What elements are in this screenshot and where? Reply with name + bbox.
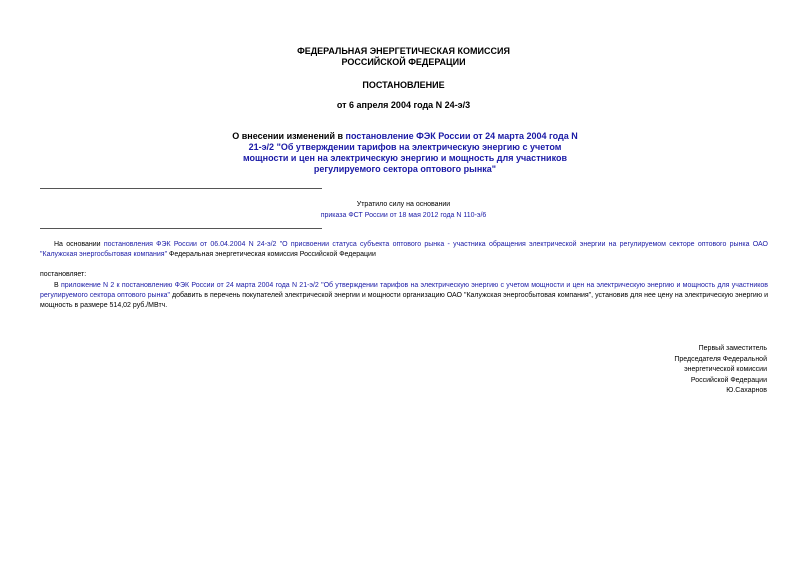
resolves-label: постановляет: xyxy=(40,271,87,278)
basis-link[interactable]: постановления ФЭК России от 06.04.2004 N 24-э/2 "О присвоении статуса субъекта оптового рынка - участника обращения электрической энергии на регулируемом секторе оптового рынка ОАО "Калужская энергосбытовая компания" xyxy=(40,241,768,258)
basis-suffix: Федеральная энергетическая комиссия Российской Федерации xyxy=(167,251,376,258)
org-title-line2: РОССИЙСКОЙ ФЕДЕРАЦИИ xyxy=(341,57,466,67)
status-link[interactable]: приказа ФСТ России от 18 мая 2012 года N 110-э/6 xyxy=(320,212,487,219)
paragraph-decision xyxy=(40,281,768,311)
signature-line4: Российской Федерации xyxy=(690,376,767,384)
document-type: ПОСТАНОВЛЕНИЕ xyxy=(362,80,445,90)
divider-bottom xyxy=(40,228,322,229)
decision-link[interactable]: приложение N 2 к постановлению ФЭК России от 24 марта 2004 года N 21-э/2 "Об утверждении тарифов на электрическую энергию с учетом мощности и цен на электрическую энергию и мощность для участников регулируемого сектора оптового рынка" xyxy=(40,282,768,299)
status-line: Утратило силу на основании xyxy=(356,201,451,208)
signature-line2: Председателя Федеральной xyxy=(674,355,767,363)
divider-top xyxy=(40,188,322,189)
signature-block xyxy=(567,344,767,397)
decision-suffix: добавить в перечень покупателей электрической энергии и мощности организацию ОАО "Калужская энергосбытовая компания", установив для нее цену на электрическую энергию и мощность в размере 514,02 руб./МВтч. xyxy=(40,292,768,309)
subject-link[interactable]: постановление ФЭК России от 24 марта 2004 года N 21-э/2 "Об утверждении тарифов на электрическую энергию с учетом мощности и цен на электрическую энергию и мощность для участников регулируемого сектора оптового рынка" xyxy=(243,131,578,174)
signature-line1: Первый заместитель xyxy=(698,345,767,352)
status-link-wrap xyxy=(0,211,807,221)
document-subject xyxy=(230,131,580,175)
subject-prefix: О внесении изменений в xyxy=(232,131,346,141)
signature-name: Ю.Сахарнов xyxy=(726,387,767,394)
signature-line3: энергетической комиссии xyxy=(684,366,767,373)
decision-prefix: В xyxy=(54,282,61,289)
document-date: от 6 апреля 2004 года N 24-э/3 xyxy=(336,100,471,110)
org-title-line1: ФЕДЕРАЛЬНАЯ ЭНЕРГЕТИЧЕСКАЯ КОМИССИЯ xyxy=(297,46,510,56)
basis-prefix: На основании xyxy=(54,241,104,248)
paragraph-basis xyxy=(40,240,768,260)
